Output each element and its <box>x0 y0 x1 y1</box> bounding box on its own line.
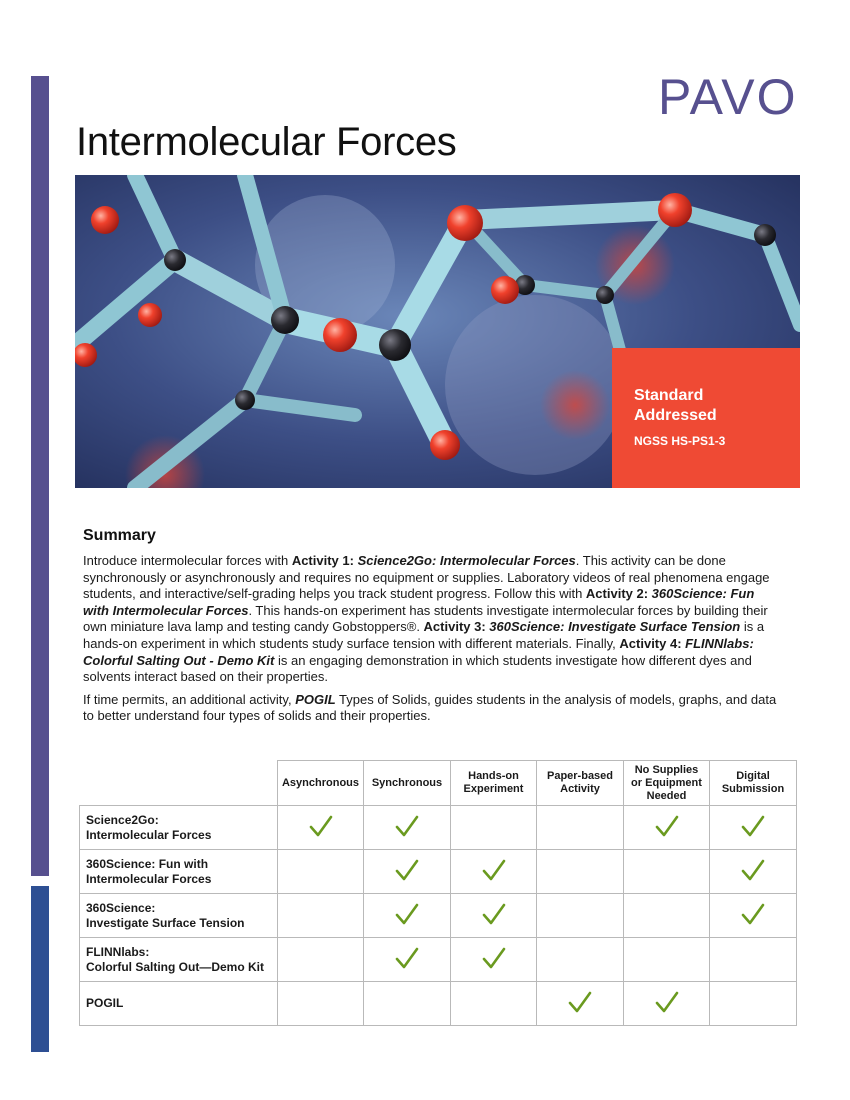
checkmark-icon <box>482 947 506 969</box>
row-label-line: Intermolecular Forces <box>86 827 212 842</box>
summary-text: is a hands-on experiment in which students study surface tension with different materials. Finally, <box>83 619 765 651</box>
row-label-line: Intermolecular Forces <box>86 871 212 886</box>
activity-1-title: Science2Go: Intermolecular Forces <box>357 553 576 568</box>
table-cell <box>364 806 451 850</box>
activity-3-title: 360Science: Investigate Surface Tension <box>489 619 741 635</box>
table-row <box>80 982 797 1026</box>
page-title: Intermolecular Forces <box>76 120 457 164</box>
checkmark-icon <box>655 991 679 1013</box>
row-label-line: FLINNlabs: <box>86 944 150 959</box>
checkmark-icon <box>568 991 592 1013</box>
table-cell <box>537 894 624 938</box>
checkmark-icon <box>395 947 419 969</box>
table-cell <box>364 938 451 982</box>
standard-addressed-box <box>612 348 800 488</box>
standard-heading: Standard Addressed <box>634 387 717 424</box>
table-cell <box>710 894 797 938</box>
table-cell <box>278 938 364 982</box>
checkmark-icon <box>655 815 679 837</box>
summary-text: If time permits, an additional activity, <box>83 691 296 707</box>
activity-4-title: FLINNlabs: Colorful Salting Out - Demo Kit <box>83 635 754 668</box>
summary-paragraph-2 <box>83 692 783 725</box>
row-label-line: 360Science: Fun with <box>86 856 209 871</box>
row-label <box>80 938 278 982</box>
table-cell <box>278 982 364 1026</box>
column-header: Hands-on Experiment <box>451 761 537 806</box>
table-cell <box>710 938 797 982</box>
column-header: Digital Submission <box>710 761 797 806</box>
pogil-label: POGIL <box>295 691 336 707</box>
table-cell <box>451 938 537 982</box>
table-cell <box>278 894 364 938</box>
row-label-line: Science2Go: <box>86 812 159 827</box>
table-cell <box>278 850 364 894</box>
decorative-left-bar-blue <box>31 886 49 1052</box>
row-label <box>80 894 278 938</box>
table-cell <box>710 850 797 894</box>
table-header-row <box>80 761 797 806</box>
table-corner <box>80 761 278 806</box>
activity-3-label: Activity 3: <box>423 619 490 635</box>
table-cell <box>364 850 451 894</box>
table-row <box>80 894 797 938</box>
svg-text:PAVO: PAVO <box>658 69 798 124</box>
table-cell <box>451 982 537 1026</box>
table-cell <box>451 850 537 894</box>
column-header: Paper-based Activity <box>537 761 624 806</box>
table-cell <box>278 806 364 850</box>
summary-text: Introduce intermolecular forces with <box>83 553 292 568</box>
table-cell <box>537 938 624 982</box>
row-label <box>80 850 278 894</box>
summary-heading: Summary <box>83 527 156 544</box>
activity-2-title: 360Science: Fun with Intermolecular Forces <box>83 586 755 618</box>
summary-section <box>83 527 783 731</box>
pavo-logo <box>658 68 803 124</box>
table-row <box>80 850 797 894</box>
row-label-line: Colorful Salting Out—Demo Kit <box>86 959 264 974</box>
checkmark-icon <box>482 859 506 881</box>
table-cell <box>624 938 710 982</box>
column-header: Asynchronous <box>278 761 364 806</box>
row-label-line: Investigate Surface Tension <box>86 915 245 930</box>
table-cell <box>451 806 537 850</box>
table-cell <box>624 894 710 938</box>
table-row <box>80 938 797 982</box>
activity-1-label: Activity 1: <box>291 553 358 568</box>
checkmark-icon <box>395 815 419 837</box>
summary-text: . This hands-on experiment has students investigate intermolecular forces by building their own miniature lava lamp and testing candy Gobstoppers®. <box>83 602 768 635</box>
table-cell <box>364 894 451 938</box>
checkmark-icon <box>395 903 419 925</box>
checkmark-icon <box>482 903 506 925</box>
table-cell <box>710 982 797 1026</box>
column-header: Synchronous <box>364 761 451 806</box>
table-cell <box>537 982 624 1026</box>
checkmark-icon <box>741 859 765 881</box>
checkmark-icon <box>309 815 333 837</box>
summary-text: is an engaging demonstration in which students investigate how different dyes and solvents interact based on their properties. <box>83 652 752 685</box>
table-cell <box>624 850 710 894</box>
decorative-left-bar-purple <box>31 76 49 876</box>
column-header: No Supplies or Equipment Needed <box>624 761 710 806</box>
row-label-line: POGIL <box>86 996 124 1010</box>
table-cell <box>364 982 451 1026</box>
checkmark-icon <box>395 859 419 881</box>
table-cell <box>537 850 624 894</box>
table-cell <box>624 982 710 1026</box>
activity-4-label: Activity 4: <box>619 635 686 651</box>
table-cell <box>710 806 797 850</box>
row-label <box>80 982 278 1026</box>
standard-code: NGSS HS-PS1-3 <box>634 434 726 448</box>
row-label-line: 360Science: <box>86 900 156 915</box>
activity-comparison-table <box>79 760 797 1026</box>
checkmark-icon <box>741 903 765 925</box>
checkmark-icon <box>741 815 765 837</box>
row-label <box>80 806 278 850</box>
table-cell <box>451 894 537 938</box>
summary-text: Types of Solids, guides students in the analysis of models, graphs, and data to better understand four types of solids and their properties. <box>83 691 777 724</box>
table-cell <box>537 806 624 850</box>
table-cell <box>624 806 710 850</box>
table-row <box>80 806 797 850</box>
activity-2-label: Activity 2: <box>585 586 652 602</box>
summary-text: . This activity can be done synchronously or asynchronously and requires no equipment or supplies. Laboratory videos of real phenomena engage students, and interactive/self-grading helps you track student progress. Follow this with <box>83 553 770 602</box>
summary-paragraph-1 <box>83 553 783 686</box>
